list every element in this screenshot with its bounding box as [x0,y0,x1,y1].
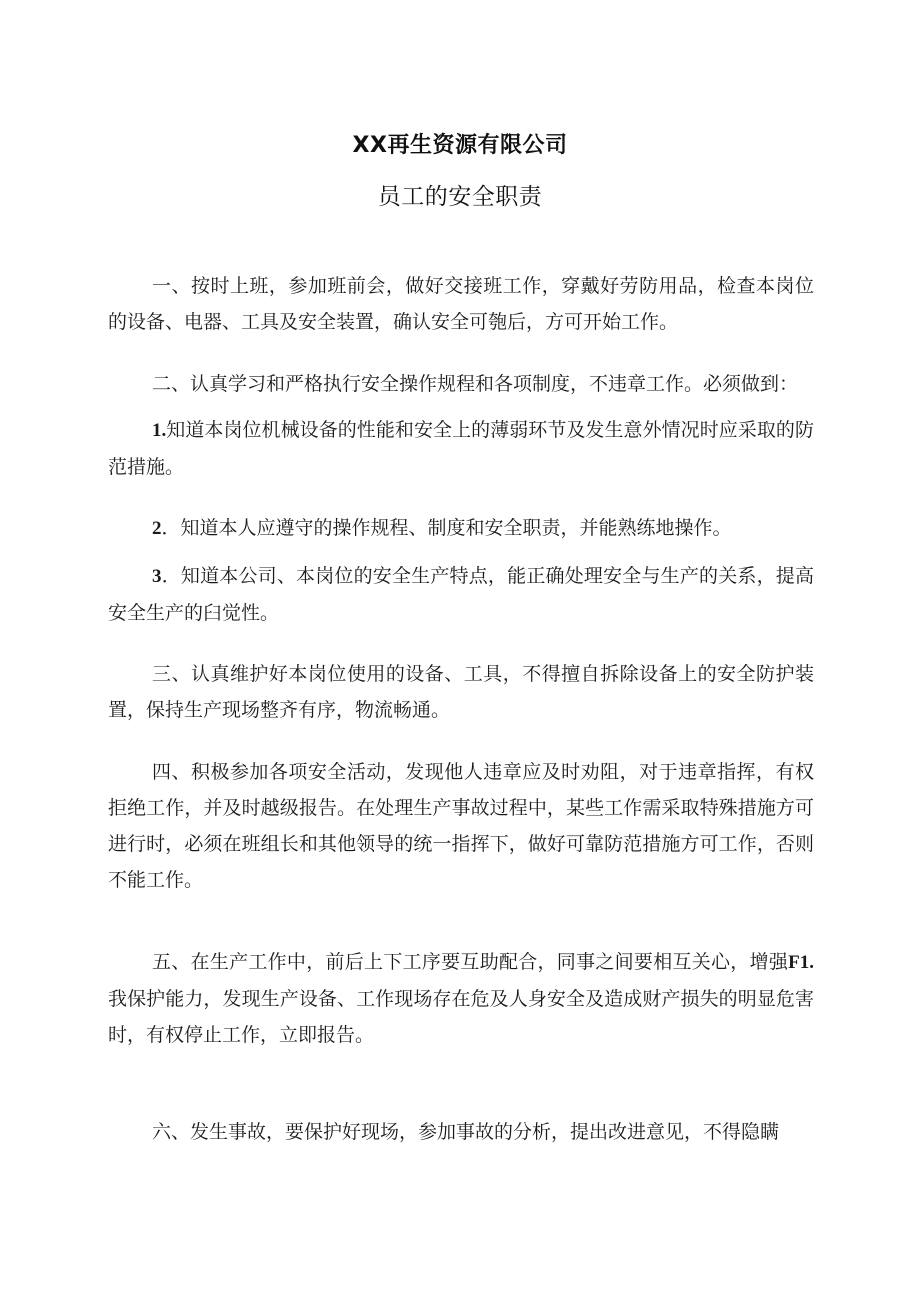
document-title: 员工的安全职责 [377,184,543,210]
list-item-1 [108,412,814,485]
list-item-3-text: ．知道本公司、本岗位的安全生产特点，能正确处理安全与生产的关系，提高安全生产的臼觉性。 [108,565,814,624]
paragraph-2-text: 二、认真学习和严格执行安全操作规程和各项制度，不违章工作。必须做到： [152,373,799,395]
list-item-2 [108,510,814,547]
paragraph-2 [108,366,814,402]
paragraph-3 [108,656,814,728]
paragraph-3-text: 三、认真维护好本岗位使用的设备、工具，不得擅自拆除设备上的安全防护装置，保持生产现场整齐有序，物流畅通。 [108,663,814,721]
paragraph-5-text: 五、在生产工作中，前后上下工序要互助配合，同事之间要相互关心，增强 [152,951,789,973]
paragraph-5 [108,944,814,1053]
list-item-1-text: 知道本岗位机械设备的性能和安全上的薄弱环节及发生意外情况时应采取的防范措施。 [108,419,814,478]
list-item-3 [108,558,814,631]
list-item-3-number: 3 [152,566,162,587]
company-title: XX再生资源有限公司 [352,133,568,158]
list-item-1-number: 1. [152,420,167,441]
paragraph-1 [108,268,814,340]
paragraph-6 [108,1114,814,1150]
list-item-2-number: 2 [152,518,162,539]
list-item-2-text: ．知道本人应遵守的操作规程、制度和安全职责，并能熟练地操作。 [161,517,732,539]
paragraph-4-text: 四、积极参加各项安全活动，发现他人违章应及时劝阻，对于违章指挥，有权拒绝工作，并及时越级报告。在处理生产事故过程中，某些工作需采取特殊措施方可进行时，必须在班组长和其他领导的统一指挥下，做好可靠防范措施方可工作，否则不能工作。 [108,761,814,891]
paragraph-5-artifact: F1. [788,952,814,973]
paragraph-4 [108,754,814,898]
paragraph-5-text-continued: 我保护能力，发现生产设备、工作现场存在危及人身安全及造成财产损失的明显危害时，有权停止工作，立即报告。 [108,988,814,1046]
paragraph-1-text: 一、按时上班，参加班前会，做好交接班工作，穿戴好劳防用品，检查本岗位的设备、电器、工具及安全装置，确认安全可匏后，方可开始工作。 [108,275,814,333]
paragraph-6-text: 六、发生事故，要保护好现场，参加事故的分析，提出改进意见，不得隐瞒 [152,1121,780,1143]
